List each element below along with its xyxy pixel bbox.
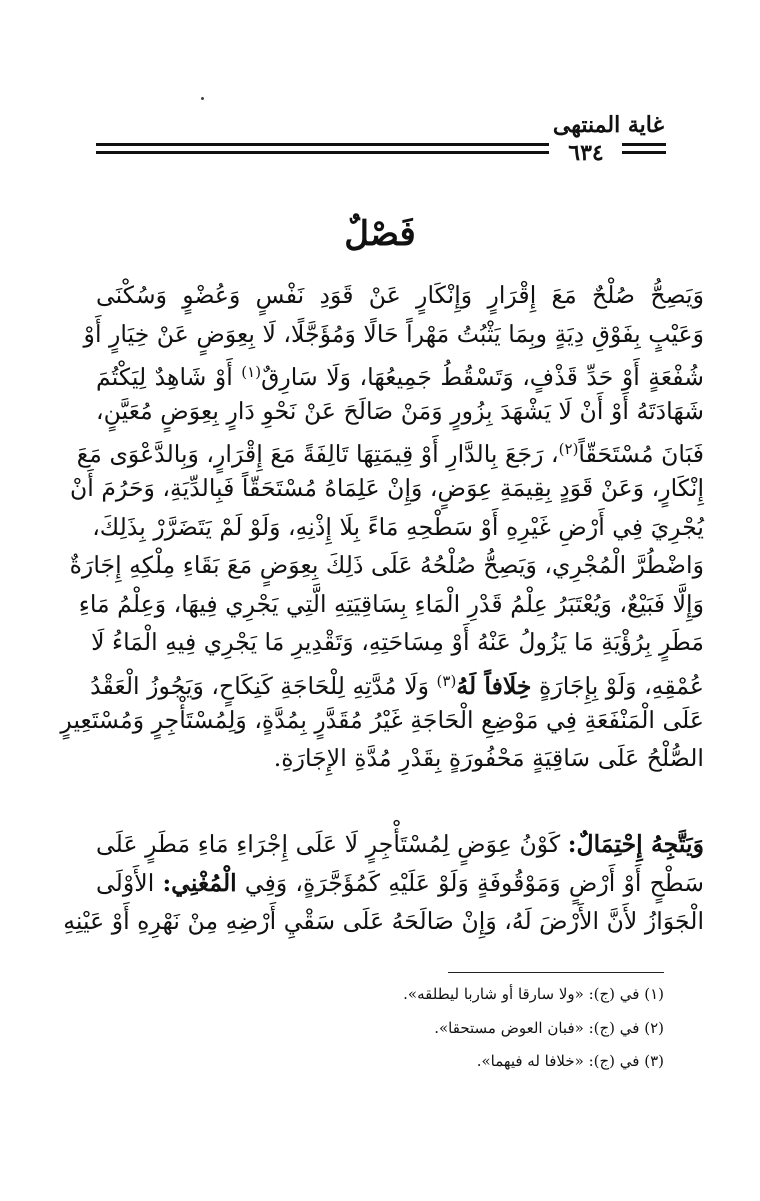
text-line: وَعَيْبٍ بِفَوْقِ دِيَةٍ وبِمَا يَثْبُتُ مَهْراً حَالًا وَمُؤَجَّلًا، لَا بِعِوَضٍ عَنْ خِيَارٍ أَوْ: [83, 319, 704, 348]
text-run: فَبَانَ مُسْتَحَقّاً: [578, 440, 704, 469]
text-line: الْجَوَازُ لأَنَّ الأَرْضَ لَهُ، وَإِنْ صَالَحَهُ عَلَى سَقْيِ أَرْضِهِ مِنْ نَهْرِهِ أَوْ عَيْنِهِ: [63, 907, 704, 936]
footnotes: [64, 978, 664, 1079]
text-run: كَوْنُ عِوَضٍ لِمُسْتَأْجِرٍ لَا عَلَى إِجْرَاءِ مَاءِ مَطَرٍ عَلَى: [96, 830, 561, 858]
header-rule-right-bottom: [622, 151, 666, 154]
text-line: يُجْرِيَ فِي أَرْضِ غَيْرِهِ أَوْ سَطْحِهِ مَاءً بِلَا إِذْنِهِ، وَلَوْ لَمْ يَتَضَرَّرْ بِذَلِكَ،: [92, 512, 704, 541]
footnote-marker: (٢): [558, 440, 579, 459]
text-line: وَإِلَّا فَبَيْعٌ، وَيُعْتَبَرُ عِلْمُ قَدْرِ الْمَاءِ بِسَاقِيَتِهِ الَّتِي يَجْرِي فِيهَا، وَعِلْمُ مَاءِ: [78, 589, 704, 618]
footnote-marker: (٣): [436, 671, 457, 690]
text-run: عُمْقِهِ، وَلَوْ بِإِجَارَةٍ: [539, 671, 704, 700]
text-line: [96, 353, 704, 392]
text-line: [76, 430, 704, 469]
text-line: الصُّلْحُ عَلَى سَاقِيَةٍ مَحْفُورَةٍ بِقَدْرِ مُدَّةِ الإِجَارَةِ.: [273, 744, 704, 773]
header-rule-right-top: [622, 143, 666, 146]
footnote-marker: (١): [241, 363, 262, 382]
text-line: وَاضْطُرَّ الْمُجْرِي، وَيَصِحُّ صُلْحُهُ عَلَى ذَلِكَ بِعِوَضٍ مَعَ بَقَاءِ مِلْكِهِ إِجَارَةٌ: [69, 551, 704, 580]
running-head-title: غاية المنتهى: [552, 112, 664, 138]
page-speck: [201, 97, 204, 100]
bold-phrase: خِلَافاً لَهُ: [456, 671, 532, 700]
footnote: (٢) في (ج): «فبان العوض مستحقا».: [434, 1018, 664, 1037]
text-line: [96, 825, 704, 864]
text-line: مَطَرٍ بِرُؤْيَةِ مَا يَزُولُ عَنْهُ أَوْ مِسَاحَتِهِ، وَتَقْدِيرِ مَا يَجْرِي فِيهِ الْمَاءُ لَا: [91, 628, 704, 657]
text-run: أَوْ شَاهِدٌ لِيَكْتُمَ: [96, 363, 233, 392]
text-line: شَهَادَتَهُ أَوْ أَنْ لَا يَشْهَدَ بِزُورٍ وَمَنْ صَالَحَ عَنْ نَحْوِ دَارٍ بِعِوَضٍ مُعَيَّنٍ،: [96, 396, 704, 425]
bold-phrase: الْمُغْنِي:: [162, 868, 237, 897]
text-line: عَلَى الْمَنْفَعَةِ فِي مَوْضِعِ الْحَاجَةِ غَيْرُ مُقَدَّرٍ بِمُدَّةٍ، وَلِمُسْتَأْجِرٍ وَمُسْتَعِيرٍ: [60, 705, 704, 734]
text-run: سَطْحٍ أَوْ أَرْضٍ وَمَوْقُوفَةٍ وَلَوْ عَلَيْهِ كَمُؤَجَّرَةٍ، وَفِي: [244, 868, 705, 897]
footnote: (٣) في (ج): «خلافا له فيهما».: [476, 1052, 664, 1070]
section-heading: فَصْلٌ: [344, 214, 416, 254]
paragraph-2: [63, 825, 705, 941]
footnote: (١) في (ج): «ولا سارقا أو شاربا ليطلقه».: [403, 985, 664, 1003]
text-line: وَيَصِحُّ صُلْحٌ مَعَ إِقْرَارٍ وَإِنْكَارٍ عَنْ قَوَدِ نَفْسٍ وَعُضْوٍ وَسُكْنَى: [96, 281, 704, 309]
page-number: ٦٣٤: [568, 140, 604, 166]
text-line: إِنْكَارٍ، وَعَنْ قَوَدٍ بِقِيمَةِ عِوَضٍ، وَإِنْ عَلِمَاهُ مُسْتَحَقّاً فَبِالدِّيَةِ، وَحَرُمَ أَنْ: [69, 473, 704, 502]
header-rule-left-top: [96, 143, 549, 146]
text-run: الأَوْلَى: [96, 868, 155, 897]
text-run: ، رَجَعَ بِالدَّارِ أَوْ قِيمَتِهَا تَالِفَةً مَعَ إِقْرَارٍ، وَبِالدَّعْوَى مَعَ: [76, 440, 559, 469]
text-run: شُفْعَةٍ أَوْ حَدِّ قَذْفٍ، وَتَسْقُطُ جَمِيعُهَا، وَلَا سَارِقٌ: [261, 363, 704, 392]
text-run: وَلَا مُدَّتِهِ لِلْحَاجَةِ كَنِكَاحٍ، وَيَجُوزُ الْعَقْدُ: [90, 671, 430, 700]
text-line: [90, 662, 704, 701]
text-line: [96, 864, 704, 903]
header-rule-left-bottom: [96, 151, 549, 154]
footnote-separator: [448, 972, 664, 973]
bold-phrase: وَيَتَّجِهُ إِحْتِمَالٌ:: [567, 830, 704, 858]
paragraph-1: [60, 276, 704, 778]
